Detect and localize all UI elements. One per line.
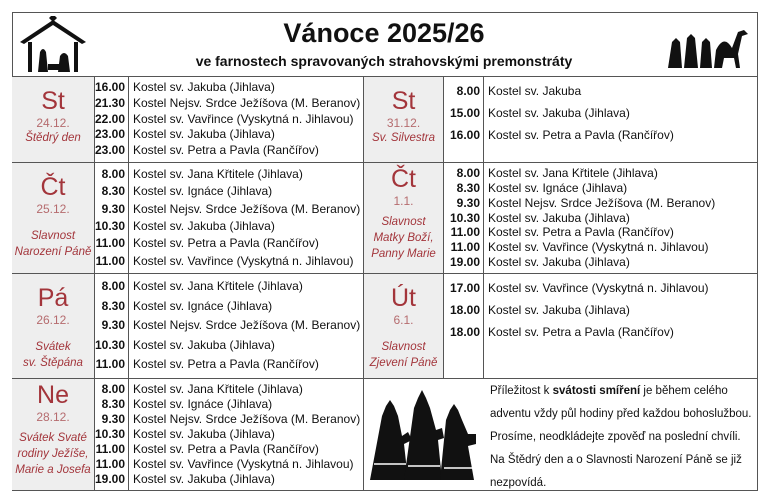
- day-note: Zjevení Páně: [369, 357, 438, 369]
- service-time: 19.00: [95, 472, 126, 486]
- three-kings-icon: [368, 386, 480, 482]
- places-column: [129, 274, 363, 378]
- day-abbr: St: [391, 87, 416, 115]
- service-time: 17.00: [449, 281, 480, 295]
- service-time: 8.00: [101, 382, 125, 396]
- day-note: Slavnost: [30, 230, 76, 242]
- times-column: [444, 274, 484, 378]
- day-date: 1.1.: [393, 194, 414, 208]
- times-column: [95, 274, 129, 378]
- service-place: Kostel sv. Jakuba (Jihlava): [133, 337, 275, 352]
- day-abbr: Út: [391, 284, 416, 312]
- service-time: 8.00: [456, 166, 480, 180]
- day-abbr: Pá: [37, 284, 69, 312]
- day-abbr: St: [41, 87, 65, 115]
- service-time: 10.30: [95, 337, 126, 352]
- service-place: Kostel sv. Vavřince (Vyskytná n. Jihlavou): [488, 240, 709, 255]
- service-time: 11.00: [95, 457, 125, 471]
- info-text: Příležitost k: [490, 385, 553, 397]
- places-column: [484, 163, 756, 273]
- day-date: 24.12.: [36, 116, 70, 130]
- service-place: Kostel sv. Jana Křtitele (Jihlava): [133, 279, 303, 293]
- day-cell: [12, 77, 95, 162]
- day-date: 28.12.: [36, 410, 70, 424]
- service-time: 11.00: [95, 442, 125, 456]
- day-note: rodiny Ježíše,: [17, 448, 89, 460]
- day-abbr: Ne: [37, 381, 69, 409]
- service-time: 18.00: [449, 303, 480, 317]
- service-place: Kostel sv. Ignáce (Jihlava): [133, 298, 273, 313]
- times-column: [444, 163, 484, 273]
- service-place: Kostel sv. Jana Křtitele (Jihlava): [133, 382, 303, 396]
- service-place: Kostel sv. Petra a Pavla (Rančířov): [488, 325, 674, 339]
- times-column: [95, 163, 129, 273]
- places-column: [129, 379, 363, 490]
- service-time: 9.30: [456, 195, 480, 210]
- service-place: Kostel sv. Jakuba: [488, 84, 582, 98]
- service-place: Kostel sv. Vavřince (Vyskytná n. Jihlavou): [133, 111, 354, 126]
- day-note: Svátek: [35, 341, 71, 353]
- info-bold-text: svátosti smíření: [552, 385, 641, 397]
- service-place: Kostel sv. Ignáce (Jihlava): [133, 184, 273, 199]
- info-text: Na Štědrý den a o Slavnosti Narození Páně se již: [490, 454, 742, 466]
- day-date: 31.12.: [386, 116, 421, 130]
- places-column: [129, 77, 363, 162]
- page-subtitle: ve farnostech spravovaných strahovskými premonstráty: [195, 53, 573, 69]
- service-time: 11.00: [95, 253, 125, 268]
- service-place: Kostel sv. Petra a Pavla (Rančířov): [488, 225, 674, 240]
- info-text: je během celého: [640, 385, 728, 397]
- places-column: [484, 77, 756, 162]
- service-place: Kostel sv. Petra a Pavla (Rančířov): [133, 236, 319, 251]
- day-note: Sv. Silvestra: [371, 132, 436, 144]
- times-column: [95, 77, 129, 162]
- service-place: Kostel Nejsv. Srdce Ježíšova (M. Beranov): [133, 95, 361, 110]
- day-cell: [12, 274, 95, 378]
- service-place: Kostel sv. Vavřince (Vyskytná n. Jihlavou): [133, 253, 354, 268]
- service-place: Kostel Nejsv. Srdce Ježíšova (M. Beranov): [133, 412, 361, 426]
- places-column: [484, 274, 756, 378]
- service-place: Kostel Nejsv. Srdce Ježíšova (M. Beranov): [133, 318, 361, 333]
- service-place: Kostel sv. Jakuba (Jihlava): [133, 427, 275, 441]
- day-note: Svátek Svaté: [19, 432, 87, 444]
- day-date: 26.12.: [36, 313, 70, 327]
- service-place: Kostel sv. Petra a Pavla (Rančířov): [133, 357, 319, 372]
- service-place: Kostel sv. Jakuba (Jihlava): [488, 255, 630, 270]
- day-cell: [12, 163, 95, 273]
- service-place: Kostel sv. Jakuba (Jihlava): [133, 127, 275, 142]
- service-place: Kostel Nejsv. Srdce Ježíšova (M. Beranov): [488, 195, 716, 210]
- service-place: Kostel sv. Vavřince (Vyskytná n. Jihlavou): [133, 457, 354, 471]
- service-place: Kostel sv. Jakuba (Jihlava): [488, 106, 630, 120]
- service-place: Kostel sv. Jakuba (Jihlava): [488, 303, 630, 317]
- service-time: 15.00: [449, 106, 480, 120]
- service-place: Kostel sv. Jakuba (Jihlava): [133, 218, 275, 233]
- service-time: 11.00: [450, 225, 480, 240]
- service-time: 9.30: [101, 412, 125, 426]
- service-time: 9.30: [101, 201, 125, 216]
- day-note: Slavnost: [381, 216, 426, 228]
- service-time: 11.00: [450, 240, 480, 255]
- times-column: [444, 77, 484, 162]
- service-time: 22.00: [95, 111, 126, 126]
- service-time: 9.30: [101, 318, 125, 333]
- service-time: 11.00: [95, 357, 125, 372]
- service-place: Kostel sv. Petra a Pavla (Rančířov): [488, 128, 674, 142]
- service-place: Kostel sv. Jakuba (Jihlava): [133, 80, 275, 94]
- info-text: Prosíme, neodkládejte zpověď na poslední chvíli.: [490, 431, 741, 443]
- day-note: Štědrý den: [25, 132, 81, 144]
- service-place: Kostel Nejsv. Srdce Ježíšova (M. Beranov): [133, 201, 361, 216]
- service-time: 8.30: [101, 397, 125, 411]
- service-time: 21.30: [95, 95, 126, 110]
- service-place: Kostel sv. Ignáce (Jihlava): [488, 180, 628, 195]
- service-time: 23.00: [95, 127, 126, 142]
- day-date: 6.1.: [393, 313, 414, 327]
- day-note: Marie a Josefa: [15, 464, 91, 476]
- service-place: Kostel sv. Vavřince (Vyskytná n. Jihlavou): [488, 281, 709, 295]
- service-time: 10.30: [95, 427, 126, 441]
- confession-info: [490, 380, 755, 495]
- day-note: Matky Boží,: [373, 232, 434, 244]
- service-place: Kostel sv. Petra a Pavla (Rančířov): [133, 442, 319, 456]
- service-time: 23.00: [95, 143, 126, 158]
- service-time: 11.00: [95, 236, 125, 251]
- service-time: 8.30: [101, 298, 125, 313]
- info-text: nezpovídá.: [490, 477, 547, 489]
- day-cell: [12, 379, 95, 490]
- info-text: adventu vždy půl hodiny před každou bohoslužbou.: [490, 408, 752, 420]
- service-place: Kostel sv. Jakuba (Jihlava): [133, 472, 275, 486]
- day-date: 25.12.: [36, 202, 70, 216]
- places-column: [129, 163, 363, 273]
- service-time: 16.00: [95, 80, 126, 94]
- service-time: 8.00: [101, 167, 125, 181]
- day-abbr: Čt: [391, 165, 416, 193]
- day-note: sv. Štěpána: [23, 357, 83, 369]
- service-time: 18.00: [449, 325, 480, 339]
- day-cell: [364, 274, 444, 378]
- service-time: 10.30: [95, 218, 126, 233]
- service-time: 8.00: [456, 84, 480, 98]
- service-place: Kostel sv. Jana Křtitele (Jihlava): [133, 167, 303, 181]
- service-time: 8.00: [101, 279, 125, 293]
- service-time: 8.30: [456, 180, 480, 195]
- page-title: Vánoce 2025/26: [283, 18, 485, 48]
- day-note: Narození Páně: [14, 246, 92, 258]
- service-place: Kostel sv. Ignáce (Jihlava): [133, 397, 273, 411]
- service-time: 10.30: [449, 210, 480, 225]
- day-cell: [364, 77, 444, 162]
- service-time: 16.00: [449, 128, 480, 142]
- service-place: Kostel sv. Jana Křtitele (Jihlava): [488, 166, 658, 180]
- service-time: 19.00: [449, 255, 480, 270]
- times-column: [95, 379, 129, 490]
- service-time: 8.30: [101, 184, 125, 199]
- service-place: Kostel sv. Jakuba (Jihlava): [488, 210, 630, 225]
- day-abbr: Čt: [40, 173, 66, 201]
- day-note: Panny Marie: [371, 248, 436, 260]
- service-place: Kostel sv. Petra a Pavla (Rančířov): [133, 143, 319, 158]
- day-cell: [364, 163, 444, 273]
- day-note: Slavnost: [381, 341, 426, 353]
